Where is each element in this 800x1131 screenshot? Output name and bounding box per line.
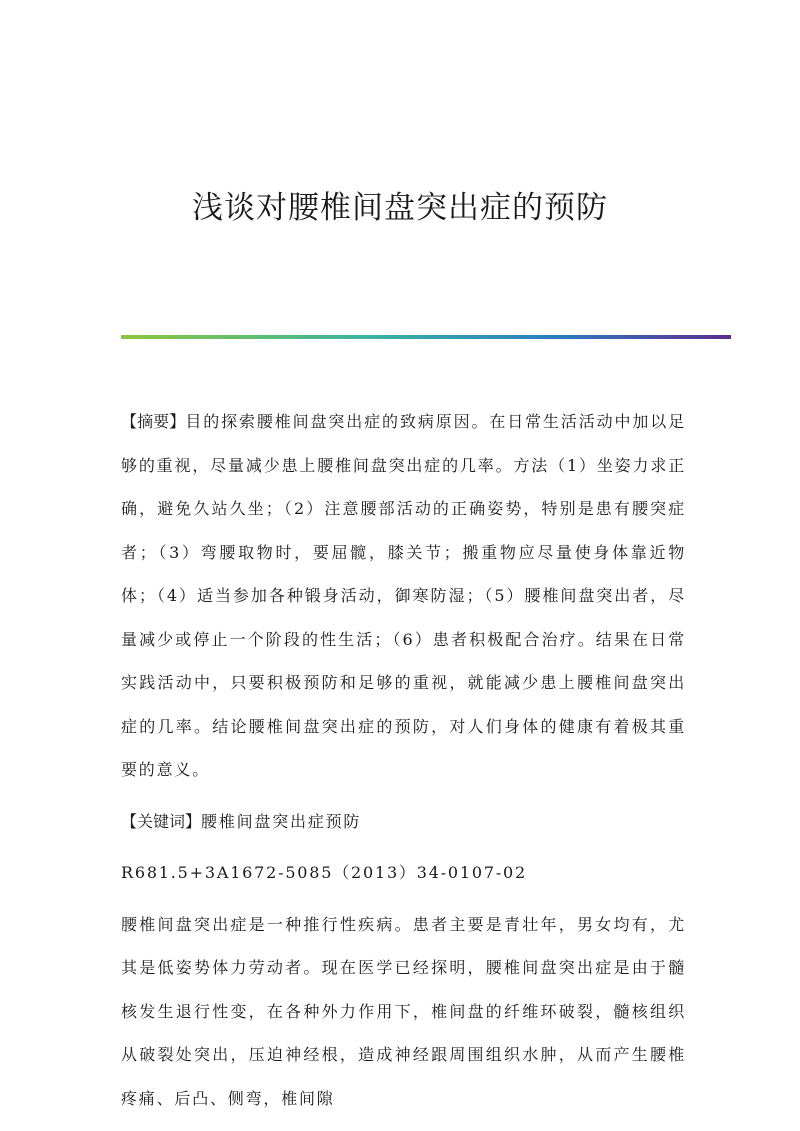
document-body — [121, 400, 686, 1128]
abstract-label: 【摘要】 — [121, 412, 186, 431]
body-paragraph-1: 腰椎间盘突出症是一种推行性疾病。患者主要是青壮年，男女均有，尤其是低姿势体力劳动者。现在医学已经探明，腰椎间盘突出症是由于髓核发生退行性变，在各种外力作用下，椎间盘的纤维环破裂，髓核组织从破裂处突出，压迫神经根，造成神经跟周围组织水肿，从而产生腰椎疼痛、后凸、侧弯，椎间隙 — [121, 914, 686, 1108]
classification-code: R681.5+3A1672-5085（2013）34-0107-02 — [121, 863, 528, 882]
keywords-text: 腰椎间盘突出症预防 — [201, 811, 362, 831]
abstract-text: 目的探索腰椎间盘突出症的致病原因。在日常生活活动中加以足够的重视，尽量减少患上腰椎间盘突出症的几率。方法（1）坐姿力求正确，避免久站久坐；（2）注意腰部活动的正确姿势，特别是患有腰突症者；（3）弯腰取物时，要屈髋，膝关节；搬重物应尽量使身体靠近物体；（4）适当参加各种锻身活动，御寒防湿；（5）腰椎间盘突出者，尽量减少或停止一个阶段的性生活；（6）患者积极配合治疗。结果在日常实践活动中，只要积极预防和足够的重视，就能减少患上腰椎间盘突出症的几率。结论腰椎间盘突出症的预防，对人们身体的健康有着极其重要的意义。 — [121, 412, 686, 779]
document-title: 浅谈对腰椎间盘突出症的预防 — [192, 190, 608, 226]
keywords-label: 【关键词】 — [121, 811, 202, 831]
keywords-paragraph — [121, 800, 686, 844]
abstract-paragraph — [121, 400, 686, 792]
title-divider — [121, 335, 731, 339]
